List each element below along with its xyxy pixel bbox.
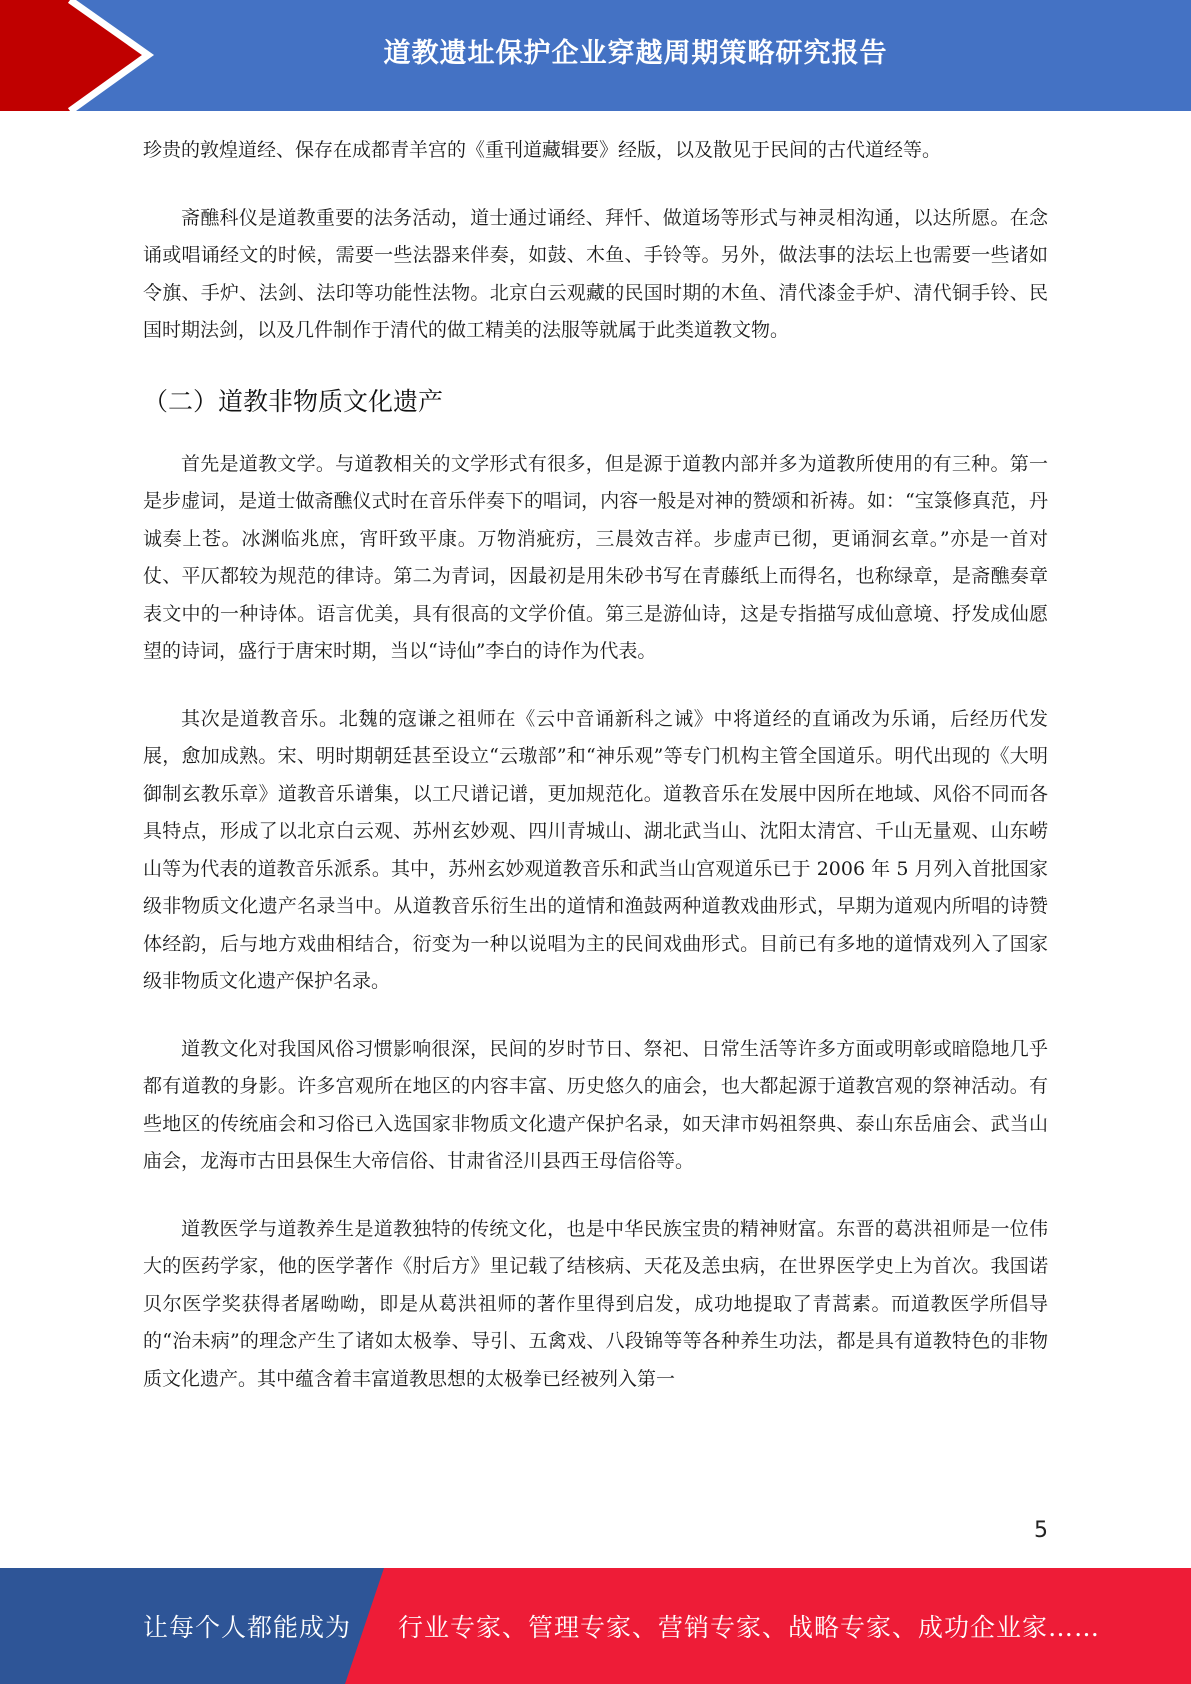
paragraph: 首先是道教文学。与道教相关的文学形式有很多，但是源于道教内部并多为道教所使用的有三种。第一是步虚词，是道士做斋醮仪式时在音乐伴奏下的唱词，内容一般是对神的赞颂和祈祷。如：“宝箓修真范，丹诚奏上苍。冰渊临兆庶，宵旰致平康。万物消疵疠，三晨效吉祥。步虚声已彻，更诵洞玄章。”亦是一首对仗、平仄都较为规范的律诗。第二为青词，因最初是用朱砂书写在青藤纸上而得名，也称绿章，是斋醮奏章表文中的一种诗体。语言优美，具有很高的文学价值。第三是游仙诗，这是专指描写成仙意境、抒发成仙愿望的诗词，盛行于唐宋时期，当以“诗仙”李白的诗作为代表。 [143,452,1048,662]
paragraph: 道教医学与道教养生是道教独特的传统文化，也是中华民族宝贵的精神财富。东晋的葛洪祖师是一位伟大的医药学家，他的医学著作《肘后方》里记载了结核病、天花及恙虫病，在世界医学史上为首次。我国诺贝尔医学奖获得者屠呦呦，即是从葛洪祖师的著作里得到启发，成功地提取了青蒿素。而道教医学所倡导的“治未病”的理念产生了诸如太极拳、导引、五禽戏、八段锦等等各种养生功法，都是具有道教特色的非物质文化遗产。其中蕴含着丰富道教思想的太极拳已经被列入第一 [143,1217,1048,1390]
paragraph: 珍贵的敦煌道经、保存在成都青羊宫的《重刊道藏辑要》经版，以及散见于民间的古代道经等。 [143,139,942,161]
footer-banner [0,1568,1191,1684]
paragraph: 斋醮科仪是道教重要的法务活动，道士通过诵经、拜忏、做道场等形式与神灵相沟通，以达所愿。在念诵或唱诵经文的时候，需要一些法器来伴奏，如鼓、木鱼、手铃等。另外，做法事的法坛上也需要一些诸如令旗、手炉、法剑、法印等功能性法物。北京白云观藏的民国时期的木鱼、清代漆金手炉、清代铜手铃、民国时期法剑，以及几件制作于清代的做工精美的法服等就属于此类道教文物。 [143,206,1048,341]
footer-slogan-lead: 让每个人都能成为 [143,1613,352,1642]
page-number: 5 [1034,1518,1048,1543]
document-body [143,132,1048,1428]
document-title: 道教遗址保护企业穿越周期策略研究报告 [383,37,888,69]
paragraph: 道教文化对我国风俗习惯影响很深，民间的岁时节日、祭祀、日常生活等许多方面或明彰或暗隐地几乎都有道教的身影。许多宫观所在地区的内容丰富、历史悠久的庙会，也大都起源于道教宫观的祭神活动。有些地区的传统庙会和习俗已入选国家非物质文化遗产保护名录，如天津市妈祖祭典、泰山东岳庙会、武当山庙会，龙海市古田县保生大帝信俗、甘肃省泾川县西王母信俗等。 [143,1037,1048,1172]
section-heading: （二）道教非物质文化遗产 [143,386,444,416]
header-banner [0,0,1191,111]
footer-slogan-roles: 行业专家、管理专家、营销专家、战略专家、成功企业家…… [398,1613,1101,1642]
paragraph: 其次是道教音乐。北魏的寇谦之祖师在《云中音诵新科之诫》中将道经的直诵改为乐诵，后经历代发展，愈加成熟。宋、明时期朝廷甚至设立“云璈部”和“神乐观”等专门机构主管全国道乐。明代出现的《大明御制玄教乐章》道教音乐谱集，以工尺谱记谱，更加规范化。道教音乐在发展中因所在地域、风俗不同而各具特点，形成了以北京白云观、苏州玄妙观、四川青城山、湖北武当山、沈阳太清宫、千山无量观、山东崂山等为代表的道教音乐派系。其中，苏州玄妙观道教音乐和武当山宫观道乐已于 2006 年 5 月列入首批国家级非物质文化遗产名录当中。从道教音乐衍生出的道情和渔鼓两种道教戏曲形式，早期为道观内所唱的诗赞体经韵，后与地方戏曲相结合，衍变为一种以说唱为主的民间戏曲形式。目前已有多地的道情戏列入了国家级非物质文化遗产保护名录。 [143,707,1048,992]
